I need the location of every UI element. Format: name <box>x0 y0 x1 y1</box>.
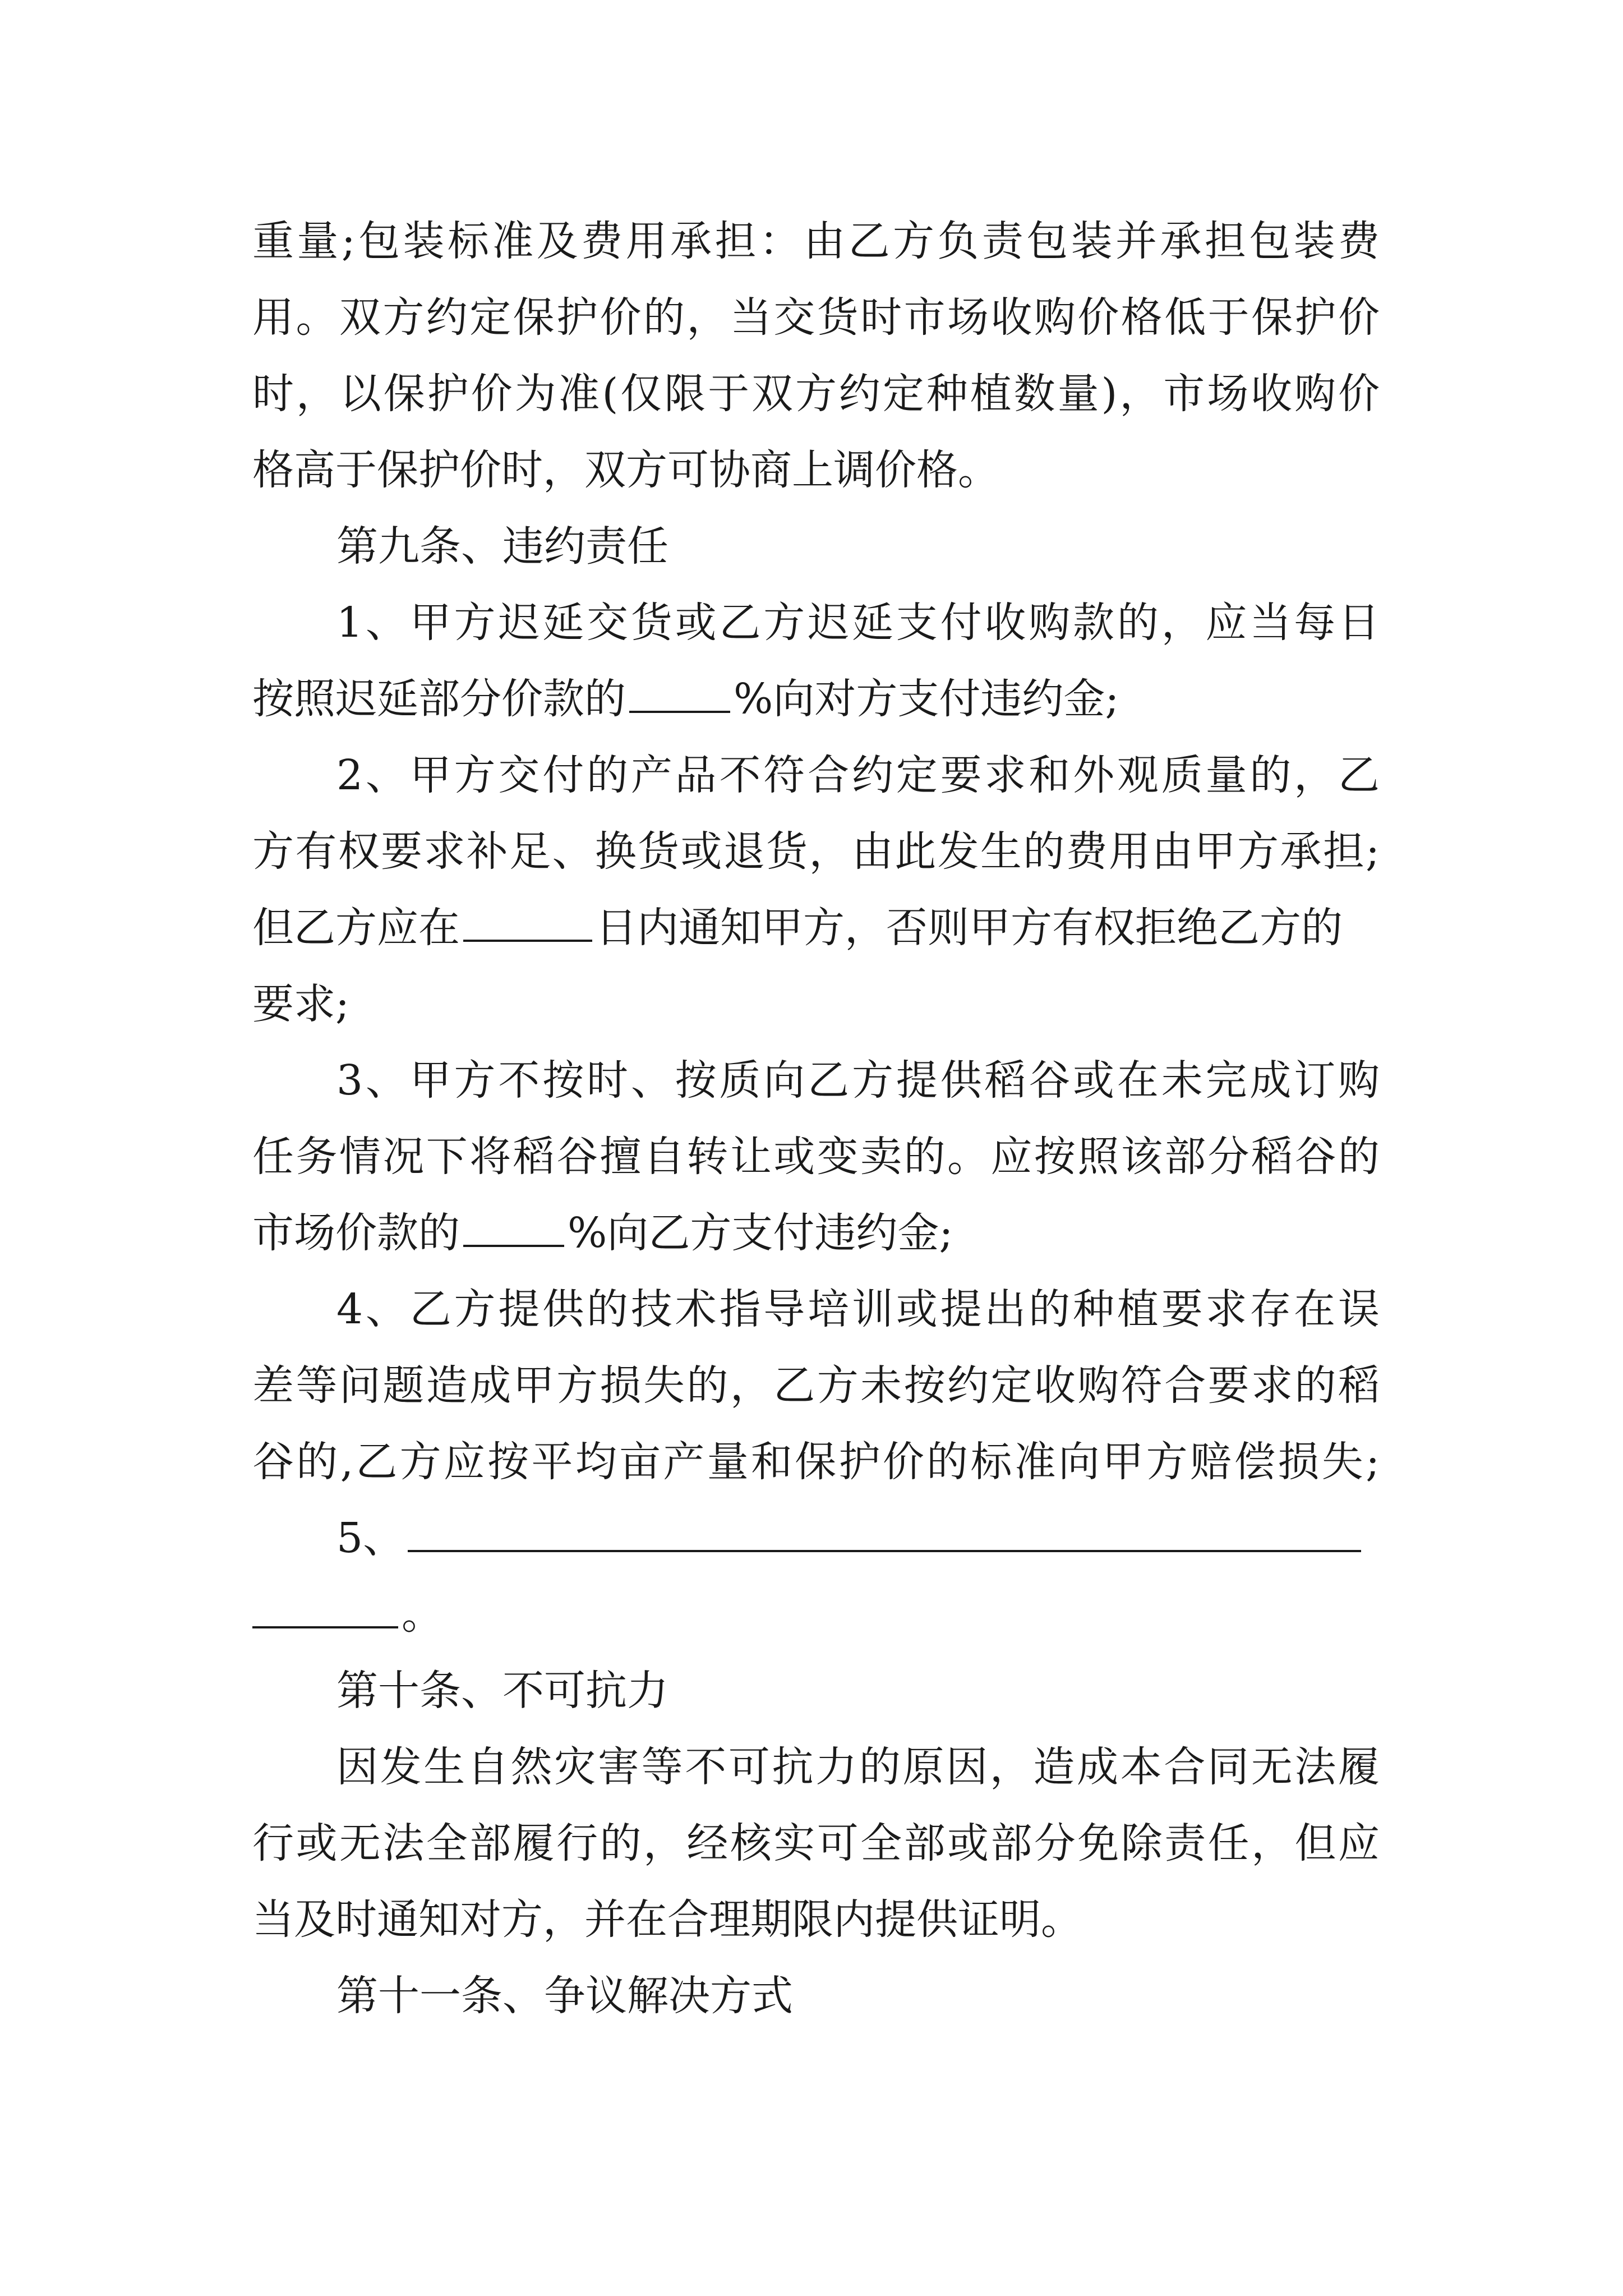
article10-heading: 第十条、不可抗力 <box>336 1667 668 1715</box>
article8-continuation-line-1: 重量;包装标准及费用承担：由乙方负责包装并承担包装费 <box>252 217 1380 265</box>
article9-item3-line-3 <box>252 1205 1380 1261</box>
article9-item4-line-3: 谷的,乙方应按平均亩产量和保护价的标准向甲方赔偿损失; <box>252 1438 1380 1486</box>
item5-fill-blank <box>408 1513 1361 1552</box>
item5-fill-blank-continued <box>252 1589 398 1628</box>
article8-continuation-line-2: 用。双方约定保护价的，当交货时市场收购价格低于保护价 <box>252 293 1380 342</box>
item3-text-before-blank: 市场价款的 <box>252 1209 460 1257</box>
article10-line-2: 行或无法全部履行的，经核实可全部或部分免除责任，但应 <box>252 1819 1380 1867</box>
item1-text-after-blank: %向对方支付违约金; <box>734 675 1119 723</box>
days-blank <box>463 903 592 942</box>
item5-label: 5、 <box>336 1514 405 1562</box>
article9-item2-line-4: 要求; <box>252 980 349 1028</box>
percentage-blank <box>629 674 730 713</box>
article9-item3-line-2: 任务情况下将稻谷擅自转让或变卖的。应按照该部分稻谷的 <box>252 1133 1380 1181</box>
item2-text-after-blank: 日内通知甲方，否则甲方有权拒绝乙方的 <box>596 904 1343 952</box>
article8-continuation-line-3: 时，以保护价为准(仅限于双方约定种植数量)，市场收购价 <box>252 370 1380 418</box>
percentage-blank <box>463 1208 564 1247</box>
item1-text-before-blank: 按照迟延部分价款的 <box>252 675 626 723</box>
item3-text-after-blank: %向乙方支付违约金; <box>568 1209 953 1257</box>
article9-heading: 第九条、违约责任 <box>336 522 668 570</box>
article9-item1-line-1: 1、甲方迟延交货或乙方迟延支付收购款的，应当每日 <box>336 599 1380 647</box>
article9-item2-line-1: 2、甲方交付的产品不符合约定要求和外观质量的，乙 <box>336 751 1380 799</box>
item2-text-before-blank: 但乙方应在 <box>252 904 460 952</box>
article10-line-3: 当及时通知对方，并在合理期限内提供证明。 <box>252 1895 1082 1944</box>
article9-item2-line-3 <box>252 900 1380 956</box>
article9-item5-line-2 <box>252 1586 1380 1642</box>
article9-item4-line-1: 4、乙方提供的技术指导培训或提出的种植要求存在误 <box>336 1285 1380 1333</box>
article9-item2-line-2: 方有权要求补足、换货或退货，由此发生的费用由甲方承担; <box>252 827 1380 876</box>
article8-continuation-line-4: 格高于保护价时，双方可协商上调价格。 <box>252 446 999 494</box>
article9-item5-line-1 <box>336 1510 1380 1566</box>
item5-end-mark: 。 <box>402 1590 443 1639</box>
article9-item4-line-2: 差等问题造成甲方损失的，乙方未按约定收购符合要求的稻 <box>252 1361 1380 1410</box>
article10-line-1: 因发生自然灾害等不可抗力的原因，造成本合同无法履 <box>336 1743 1380 1791</box>
article11-heading: 第十一条、争议解决方式 <box>336 1972 793 2020</box>
article9-item3-line-1: 3、甲方不按时、按质向乙方提供稻谷或在未完成订购 <box>336 1056 1380 1105</box>
article9-item1-line-2 <box>252 671 1380 727</box>
